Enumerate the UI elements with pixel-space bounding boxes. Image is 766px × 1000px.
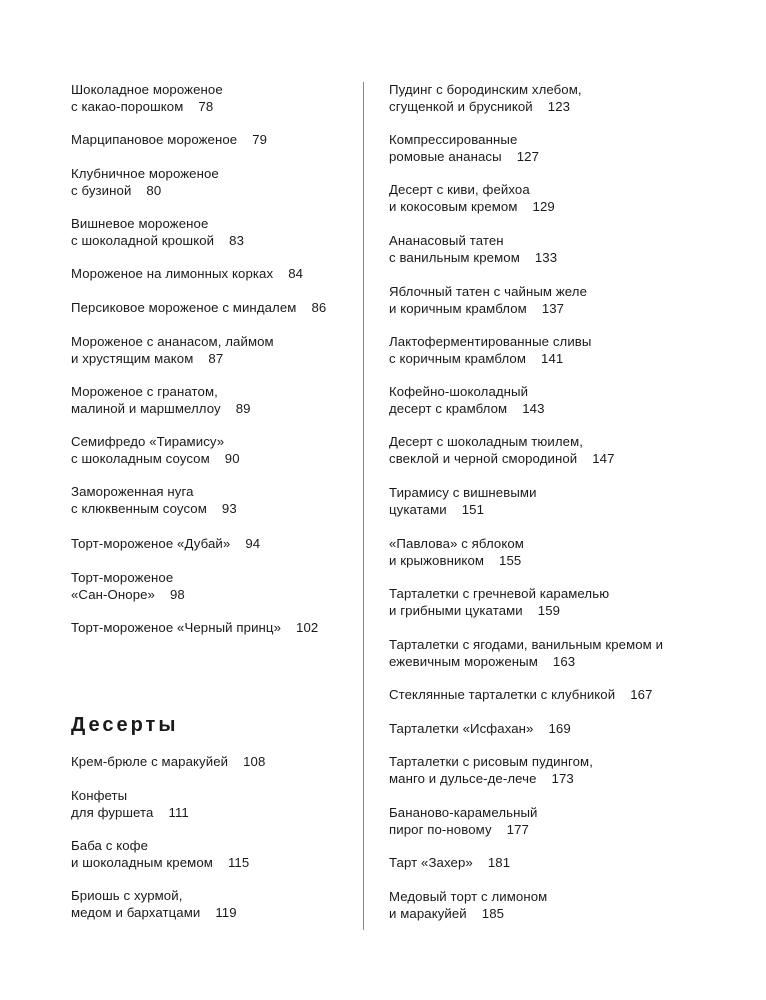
entry-title-line: с шоколадной крошкой [71, 233, 215, 248]
page-number: 181 [487, 855, 511, 870]
toc-entry[interactable] [389, 283, 587, 317]
toc-entry[interactable] [389, 585, 609, 619]
entry-title-line: Тарталетки с рисовым пудингом, [389, 754, 593, 769]
entry-title-line: Компрессированные [389, 132, 518, 147]
page-number: 90 [224, 451, 240, 466]
entry-title-line: с бузиной [71, 183, 132, 198]
entry-title-line: медом и бархатцами [71, 905, 201, 920]
entry-title-line: Клубничное мороженое [71, 166, 219, 181]
entry-title-line: Торт-мороженое «Черный принц» [71, 620, 282, 635]
page-number: 93 [221, 501, 237, 516]
toc-entry[interactable] [71, 299, 326, 316]
entry-title-line: Мороженое с ананасом, лаймом [71, 334, 274, 349]
page-number: 127 [516, 149, 540, 164]
entry-title-line: и маракуйей [389, 906, 467, 921]
toc-entry[interactable] [71, 215, 244, 249]
toc-right-column [389, 0, 689, 1000]
page-number: 87 [208, 351, 224, 366]
toc-entry[interactable] [71, 383, 251, 417]
page-number: 80 [146, 183, 162, 198]
entry-title-line: с какао-порошком [71, 99, 184, 114]
toc-entry[interactable] [71, 787, 189, 821]
page-number: 177 [506, 822, 529, 837]
page-number: 94 [245, 536, 261, 551]
page-number: 163 [552, 654, 576, 669]
entry-title-line: десерт с крамблом [389, 401, 508, 416]
page-number: 143 [522, 401, 545, 416]
toc-entry[interactable] [71, 433, 240, 467]
toc-entry[interactable] [71, 837, 249, 871]
section-heading-desserts: Десерты [71, 714, 179, 736]
entry-title-line: Тирамису с вишневыми [389, 485, 537, 500]
toc-entry[interactable] [71, 131, 267, 148]
entry-title-line: Бананово-карамельный [389, 805, 538, 820]
column-divider [363, 82, 364, 930]
page-number: 111 [168, 805, 189, 820]
page-number: 102 [296, 620, 319, 635]
entry-title-line: с коричным крамблом [389, 351, 527, 366]
entry-title-line: Вишневое мороженое [71, 216, 209, 231]
entry-title-line: и кокосовым кремом [389, 199, 518, 214]
entry-title-line: ежевичным мороженым [389, 654, 538, 669]
toc-entry[interactable] [389, 804, 538, 838]
toc-entry[interactable] [389, 888, 547, 922]
page-number: 137 [541, 301, 565, 316]
toc-entry[interactable] [71, 569, 185, 603]
entry-title-line: сгущенкой и брусникой [389, 99, 533, 114]
toc-entry[interactable] [389, 753, 593, 787]
entry-title-line: Шоколадное мороженое [71, 82, 223, 97]
toc-entry[interactable] [389, 854, 510, 871]
page-number: 147 [592, 451, 615, 466]
page-number: 129 [532, 199, 555, 214]
page-number: 151 [461, 502, 485, 517]
page-number: 173 [551, 771, 574, 786]
page-number: 79 [252, 132, 268, 147]
entry-title-line: манго и дульсе-де-лече [389, 771, 537, 786]
toc-entry[interactable] [71, 483, 237, 517]
entry-title-line: Торт-мороженое «Дубай» [71, 536, 231, 551]
page-number: 185 [481, 906, 505, 921]
page-number: 167 [630, 687, 653, 702]
entry-title-line: Конфеты [71, 788, 128, 803]
page-number: 169 [548, 721, 571, 736]
toc-entry[interactable] [71, 753, 265, 770]
toc-entry[interactable] [71, 887, 237, 921]
entry-title-line: Замороженная нуга [71, 484, 194, 499]
entry-title-line: Семифредо «Тирамису» [71, 434, 225, 449]
entry-title-line: Персиковое мороженое с миндалем [71, 300, 297, 315]
entry-title-line: и коричным крамблом [389, 301, 527, 316]
entry-title-line: Торт-мороженое [71, 570, 174, 585]
entry-title-line: ромовые ананасы [389, 149, 502, 164]
entry-title-line: и шоколадным кремом [71, 855, 213, 870]
page-number: 84 [288, 266, 304, 281]
entry-title-line: Мороженое с гранатом, [71, 384, 218, 399]
entry-title-line: с клюквенным соусом [71, 501, 207, 516]
entry-title-line: и грибными цукатами [389, 603, 523, 618]
entry-title-line: Ананасовый татен [389, 233, 504, 248]
page-number: 123 [547, 99, 571, 114]
entry-title-line: пирог по-новому [389, 822, 492, 837]
entry-title-line: и крыжовником [389, 553, 485, 568]
toc-entry[interactable] [71, 81, 223, 115]
page-number: 83 [229, 233, 245, 248]
entry-title-line: Медовый торт с лимоном [389, 889, 548, 904]
entry-title-line: «Сан-Оноре» [71, 587, 155, 602]
entry-title-line: для фуршета [71, 805, 154, 820]
entry-title-line: «Павлова» с яблоком [389, 536, 524, 551]
page-number: 119 [215, 905, 237, 920]
entry-title-line: Десерт с шоколадным тюилем, [389, 434, 584, 449]
toc-entry[interactable] [389, 686, 653, 703]
toc-entry[interactable] [389, 181, 555, 215]
toc-entry[interactable] [389, 484, 537, 518]
entry-title-line: Тарталетки «Исфахан» [389, 721, 534, 736]
entry-title-line: Марципановое мороженое [71, 132, 238, 147]
page-number: 133 [534, 250, 558, 265]
entry-title-line: свеклой и черной смородиной [389, 451, 578, 466]
entry-title-line: Тарт «Захер» [389, 855, 473, 870]
toc-entry[interactable] [71, 265, 303, 282]
entry-title-line: Тарталетки с ягодами, ванильным кремом и [389, 637, 664, 652]
entry-title-line: Десерт с киви, фейхоа [389, 182, 530, 197]
page-number: 108 [243, 754, 266, 769]
toc-entry[interactable] [389, 333, 591, 367]
page-number: 98 [170, 587, 185, 602]
page-number: 78 [198, 99, 214, 114]
toc-entry[interactable] [389, 720, 571, 737]
toc-entry[interactable] [71, 535, 260, 552]
toc-entry[interactable] [71, 619, 318, 636]
entry-title-line: Пудинг с бородинским хлебом, [389, 82, 582, 97]
toc-entry[interactable] [71, 333, 274, 367]
entry-title-line: малиной и маршмеллоу [71, 401, 221, 416]
toc-entry[interactable] [389, 636, 663, 670]
toc-entry[interactable] [389, 232, 557, 266]
toc-left-column [71, 0, 351, 1000]
page-number: 159 [537, 603, 561, 618]
entry-title-line: Кофейно-шоколадный [389, 384, 529, 399]
toc-entry[interactable] [389, 535, 524, 569]
toc-entry[interactable] [389, 81, 582, 115]
page-number: 141 [541, 351, 564, 366]
entry-title-line: цукатами [389, 502, 447, 517]
entry-title-line: Крем-брюле с маракуйей [71, 754, 229, 769]
entry-title-line: Бриошь с хурмой, [71, 888, 183, 903]
page-number: 115 [227, 855, 250, 870]
entry-title-line: Мороженое на лимонных корках [71, 266, 274, 281]
toc-entry[interactable] [389, 131, 539, 165]
entry-title-line: Тарталетки с гречневой карамелью [389, 586, 610, 601]
page-number: 89 [235, 401, 251, 416]
entry-title-line: Стеклянные тарталетки с клубникой [389, 687, 616, 702]
page-number: 86 [311, 300, 327, 315]
entry-title-line: Лактоферментированные сливы [389, 334, 592, 349]
entry-title-line: с шоколадным соусом [71, 451, 210, 466]
toc-entry[interactable] [389, 383, 545, 417]
entry-title-line: и хрустящим маком [71, 351, 194, 366]
entry-title-line: Яблочный татен с чайным желе [389, 284, 588, 299]
entry-title-line: Баба с кофе [71, 838, 149, 853]
entry-title-line: с ванильным кремом [389, 250, 520, 265]
toc-entry[interactable] [71, 165, 219, 199]
toc-entry[interactable] [389, 433, 615, 467]
page-number: 155 [499, 553, 522, 568]
